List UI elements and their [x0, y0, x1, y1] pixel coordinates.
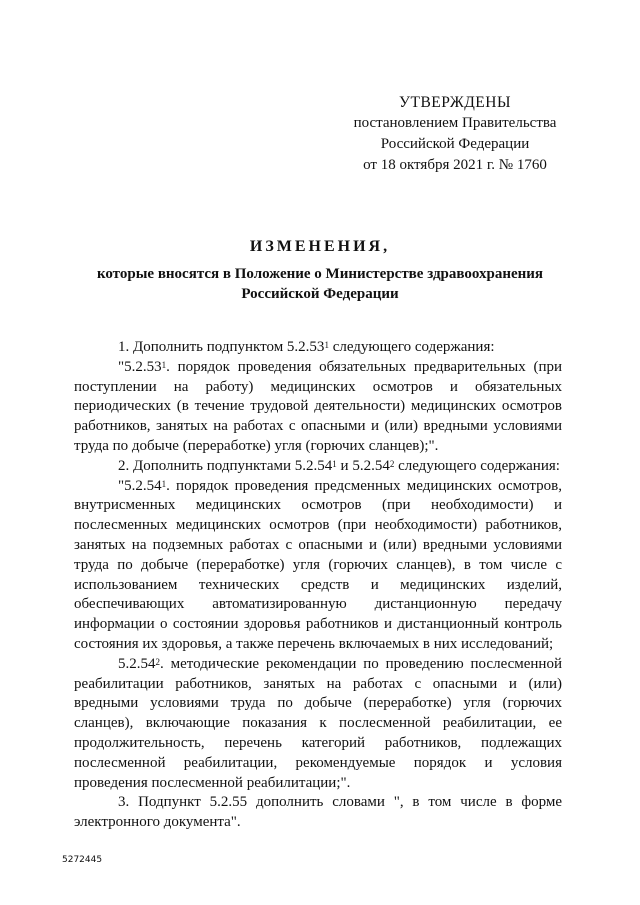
approval-line-2: Российской Федерации	[380, 136, 530, 152]
subtitle-line-2: Российской Федерации	[241, 286, 399, 302]
approval-heading: УТВЕРЖДЕНЫ	[399, 94, 511, 111]
paragraph-4: "5.2.54$^1$. порядок проведения предсменных медицинских осмотров, внутрисменных медицинских осмотров (при необходимости) и послесменных медицинских осмотров (при необходимости) работников, занятых на подземных работах с опасными и (или) вредными условиями труда по добыче (переработке) угля (горючих сланцев), в том числе с использованием технических средств и медицинских изделий, обеспечивающих автоматизированную дистанционную передачу информации о состоянии здоровья работников и дистанционный контроль состояния их здоровья, а также перечень включаемых в них исследований;	[74, 477, 562, 652]
paragraph-3: 2. Дополнить подпунктами 5.2.54$^1$ и 5.2.54$^2$ следующего содержания:	[118, 457, 560, 474]
paragraph-6: 3. Подпункт 5.2.55 дополнить словами ", в том числе в форме электронного документа".	[74, 794, 562, 831]
approval-block	[340, 92, 570, 176]
document-number: 5272445	[62, 855, 103, 865]
document-subtitle	[60, 264, 580, 304]
subtitle-line-1: которые вносятся в Положение о Министерстве здравоохранения	[96, 266, 544, 282]
paragraph-1: 1. Дополнить подпунктом 5.2.53$^1$ следующего содержания:	[118, 339, 495, 355]
document-body	[74, 338, 562, 833]
approval-line-3: от 18 октября 2021 г. № 1760	[363, 157, 547, 173]
paragraph-2: "5.2.53$^1$. порядок проведения обязательных предварительных (при поступлении на работу) медицинских осмотров и обязательных периодических (в течение трудовой деятельности) медицинских осмотров работников, занятых на работах с опасными и (или) вредными условиями труда по добыче (переработке) угля (горючих сланцев);".	[74, 358, 562, 454]
document-title: ИЗМЕНЕНИЯ,	[249, 238, 391, 255]
paragraph-5: 5.2.54$^2$. методические рекомендации по проведению послесменной реабилитации работников, занятых на работах с опасными и (или) вредными условиями труда по добыче (переработке) угля (горючих сланцев), включающие показания к послесменной реабилитации, ее продолжительность, перечень категорий работников, подлежащих послесменной реабилитации, рекомендуемые порядок и условия проведения послесменной реабилитации;".	[74, 655, 562, 791]
approval-line-1: постановлением Правительства	[353, 115, 557, 131]
